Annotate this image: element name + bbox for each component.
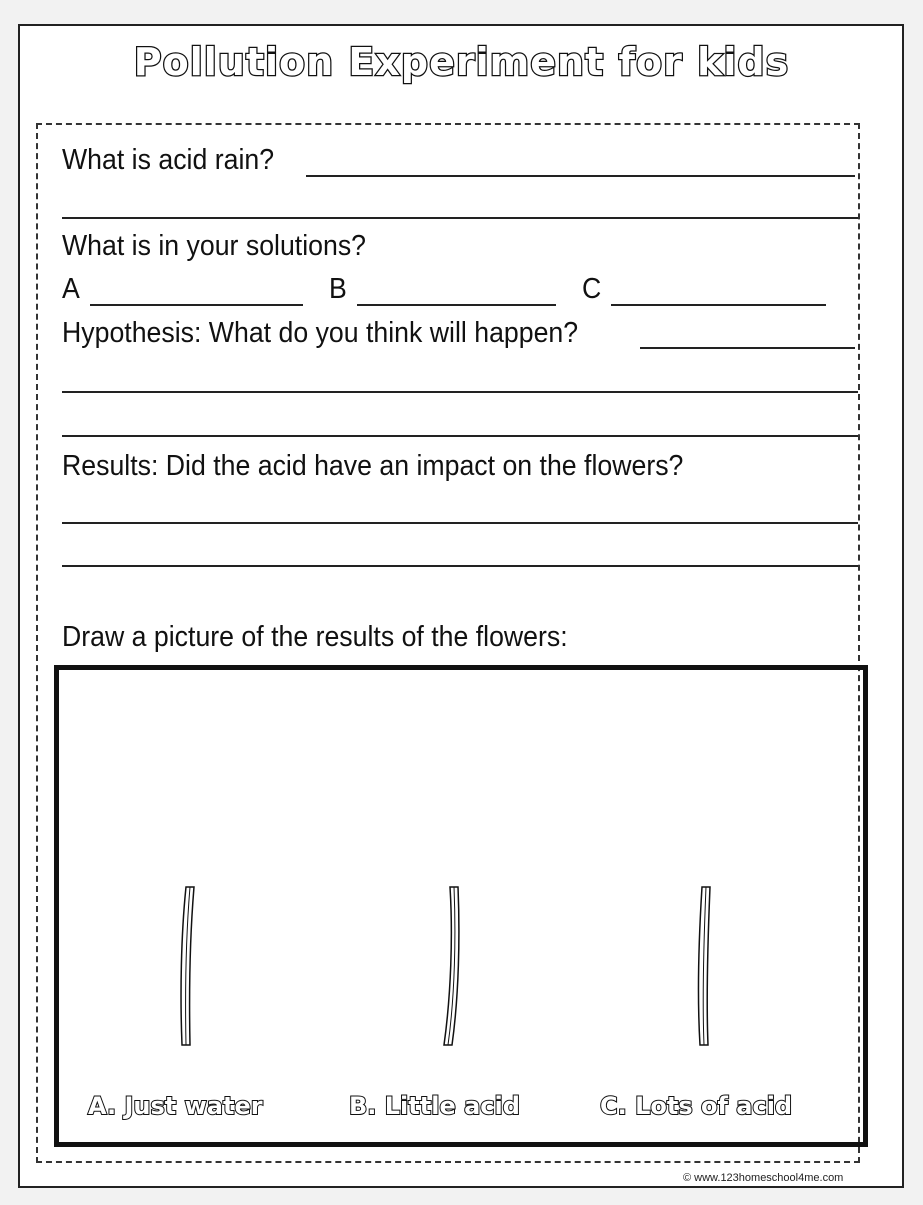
answer-line bbox=[640, 347, 855, 349]
flower-stem-a-icon bbox=[172, 885, 196, 1047]
page-title: Pollution Experiment for kids bbox=[133, 40, 790, 84]
flower-stem-b-icon bbox=[440, 885, 464, 1047]
option-c-label: C bbox=[582, 273, 602, 305]
answer-line bbox=[62, 435, 858, 437]
answer-line bbox=[62, 565, 858, 567]
label-just-water: A. Just water bbox=[88, 1092, 263, 1120]
flower-stem-c-icon bbox=[690, 885, 714, 1047]
answer-line bbox=[306, 175, 855, 177]
question-acid-rain: What is acid rain? bbox=[62, 144, 275, 176]
copyright-footer: © www.123homeschool4me.com bbox=[683, 1172, 844, 1184]
option-c-line bbox=[611, 304, 826, 306]
question-draw-picture: Draw a picture of the results of the flowers: bbox=[62, 621, 568, 653]
label-little-acid: B. Little acid bbox=[349, 1092, 520, 1120]
question-hypothesis: Hypothesis: What do you think will happen? bbox=[62, 317, 579, 349]
question-solutions: What is in your solutions? bbox=[62, 230, 367, 262]
answer-line bbox=[62, 522, 858, 524]
question-results: Results: Did the acid have an impact on the flowers? bbox=[62, 450, 684, 482]
answer-line bbox=[62, 391, 858, 393]
option-b-label: B bbox=[329, 273, 347, 305]
option-a-line bbox=[90, 304, 303, 306]
answer-line bbox=[62, 217, 858, 219]
label-lots-of-acid: C. Lots of acid bbox=[600, 1092, 793, 1120]
option-b-line bbox=[357, 304, 556, 306]
option-a-label: A bbox=[62, 273, 80, 305]
